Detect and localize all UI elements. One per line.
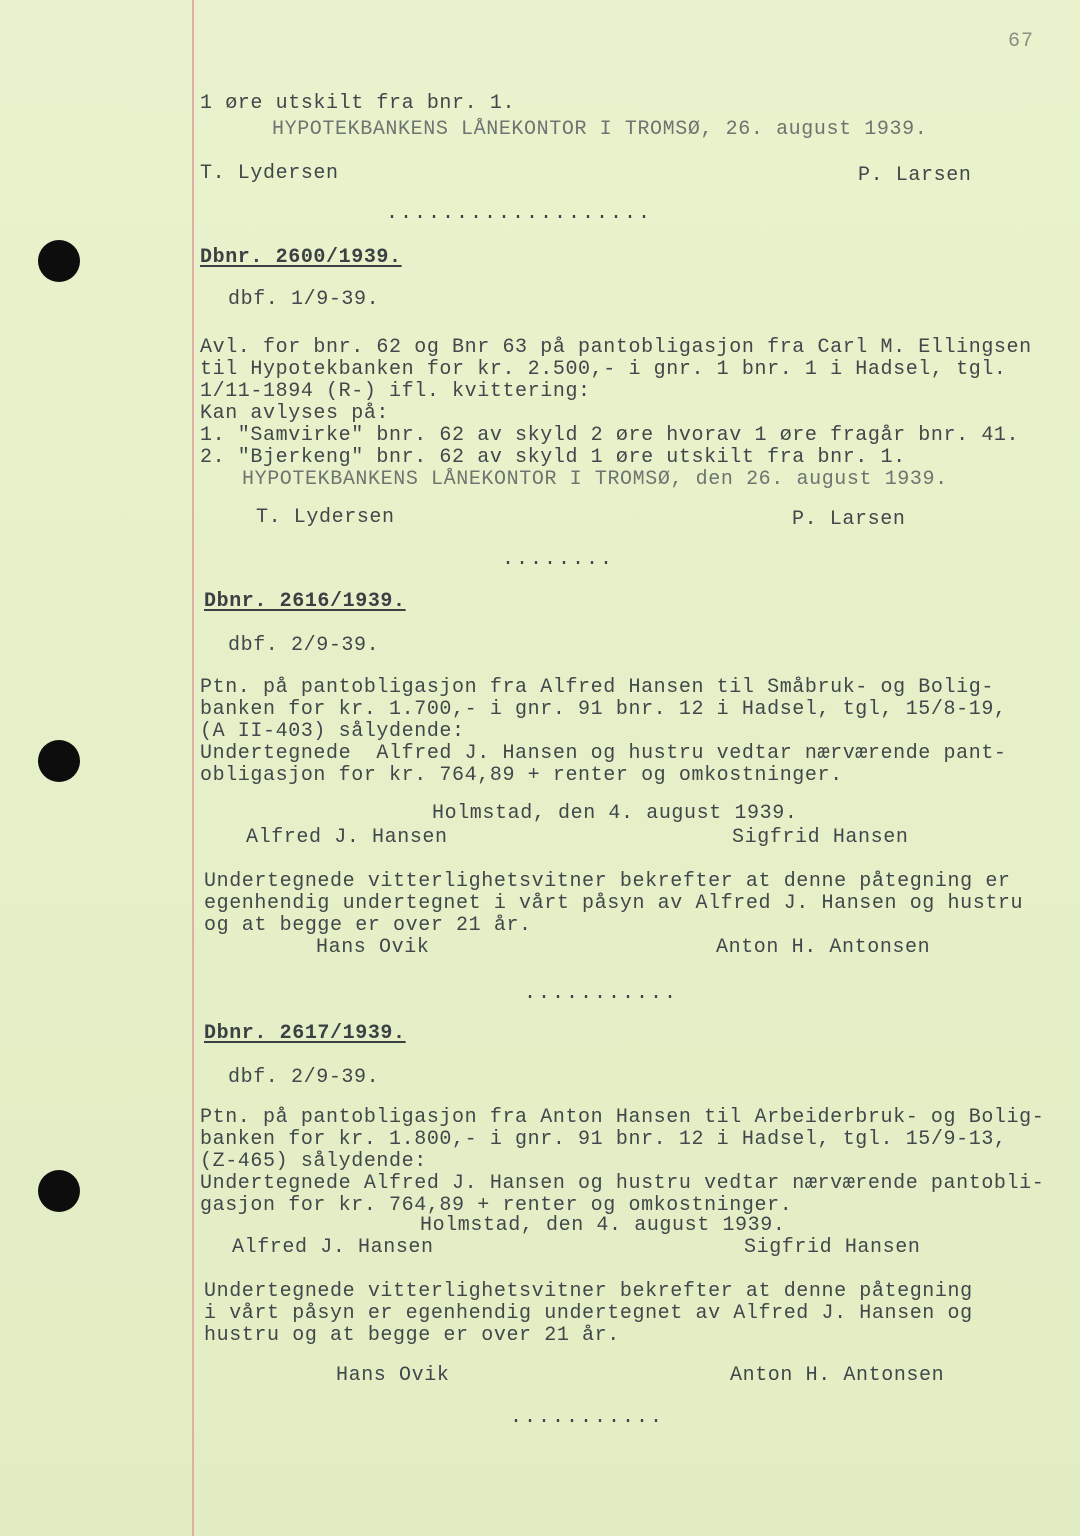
separator-3: ...........	[524, 982, 679, 1005]
top-signature-right: P. Larsen	[858, 164, 972, 187]
top-line-1: 1 øre utskilt fra bnr. 1.	[200, 92, 516, 115]
binder-hole-middle	[38, 740, 80, 782]
entry3-line-4: Undertegnede Alfred J. Hansen og hustru vedtar nærværende pantobli-	[200, 1172, 1045, 1195]
page-number: 67	[1007, 30, 1034, 53]
entry2-line-4: Undertegnede Alfred J. Hansen og hustru vedtar nærværende pant-	[200, 742, 1007, 765]
entry2-line-1: Ptn. på pantobligasjon fra Alfred Hansen til Småbruk- og Bolig-	[200, 676, 994, 699]
entry2-line-3: (A II-403) sålydende:	[200, 720, 465, 743]
separator-1: ...................	[386, 202, 653, 225]
entry2-line-2: banken for kr. 1.700,- i gnr. 91 bnr. 12 i Hadsel, tgl, 15/8-19,	[200, 698, 1007, 721]
entry2-witness-line-1: Undertegnede vitterlighetsvitner bekrefter at denne påtegning er	[204, 870, 1011, 893]
entry3-heading: Dbnr. 2617/1939.	[204, 1022, 406, 1045]
entry1-line-7: HYPOTEKBANKENS LÅNEKONTOR I TROMSØ, den 26. august 1939.	[242, 468, 948, 491]
entry1-line-3: 1/11-1894 (R-) ifl. kvittering:	[200, 380, 591, 403]
margin-rule	[192, 0, 194, 1536]
entry1-line-5: 1. "Samvirke" bnr. 62 av skyld 2 øre hvorav 1 øre fragår bnr. 41.	[200, 424, 1020, 447]
entry2-witness-left: Hans Ovik	[316, 936, 430, 959]
entry3-witness-left: Hans Ovik	[336, 1364, 450, 1387]
entry2-heading: Dbnr. 2616/1939.	[204, 590, 406, 613]
entry2-signature-left: Alfred J. Hansen	[246, 826, 448, 849]
entry1-line-2: til Hypotekbanken for kr. 2.500,- i gnr. 1 bnr. 1 i Hadsel, tgl.	[200, 358, 1007, 381]
entry3-witness-line-3: hustru og at begge er over 21 år.	[204, 1324, 620, 1347]
entry2-witness-line-3: og at begge er over 21 år.	[204, 914, 532, 937]
entry3-witness-line-1: Undertegnede vitterlighetsvitner bekrefter at denne påtegning	[204, 1280, 973, 1303]
entry3-place-date: Holmstad, den 4. august 1939.	[420, 1214, 786, 1237]
entry2-date: dbf. 2/9-39.	[228, 634, 380, 657]
entry3-witness-line-2: i vårt påsyn er egenhendig undertegnet av Alfred J. Hansen og	[204, 1302, 973, 1325]
entry1-line-4: Kan avlyses på:	[200, 402, 390, 425]
binder-hole-bottom	[38, 1170, 80, 1212]
entry3-signature-left: Alfred J. Hansen	[232, 1236, 434, 1259]
entry1-date: dbf. 1/9-39.	[228, 288, 380, 311]
top-line-2: HYPOTEKBANKENS LÅNEKONTOR I TROMSØ, 26. august 1939.	[272, 118, 928, 141]
top-signature-left: T. Lydersen	[200, 162, 339, 185]
entry1-signature-left: T. Lydersen	[256, 506, 395, 529]
entry1-signature-right: P. Larsen	[792, 508, 906, 531]
entry2-line-5: obligasjon for kr. 764,89 + renter og omkostninger.	[200, 764, 843, 787]
entry3-line-1: Ptn. på pantobligasjon fra Anton Hansen til Arbeiderbruk- og Bolig-	[200, 1106, 1045, 1129]
entry3-line-2: banken for kr. 1.800,- i gnr. 91 bnr. 12 i Hadsel, tgl. 15/9-13,	[200, 1128, 1007, 1151]
entry2-witness-line-2: egenhendig undertegnet i vårt påsyn av Alfred J. Hansen og hustru	[204, 892, 1024, 915]
entry1-line-6: 2. "Bjerkeng" bnr. 62 av skyld 1 øre utskilt fra bnr. 1.	[200, 446, 906, 469]
entry1-heading: Dbnr. 2600/1939.	[200, 246, 402, 269]
entry1-line-1: Avl. for bnr. 62 og Bnr 63 på pantobligasjon fra Carl M. Ellingsen	[200, 336, 1032, 359]
entry3-line-5: gasjon for kr. 764,89 + renter og omkostninger.	[200, 1194, 793, 1217]
separator-2: ........	[502, 548, 615, 571]
entry3-signature-right: Sigfrid Hansen	[744, 1236, 921, 1259]
entry2-signature-right: Sigfrid Hansen	[732, 826, 909, 849]
entry3-line-3: (Z-465) sålydende:	[200, 1150, 427, 1173]
entry3-date: dbf. 2/9-39.	[228, 1066, 380, 1089]
entry3-witness-right: Anton H. Antonsen	[730, 1364, 945, 1387]
entry2-place-date: Holmstad, den 4. august 1939.	[432, 802, 798, 825]
binder-hole-top	[38, 240, 80, 282]
separator-4: ...........	[510, 1406, 665, 1429]
entry2-witness-right: Anton H. Antonsen	[716, 936, 931, 959]
